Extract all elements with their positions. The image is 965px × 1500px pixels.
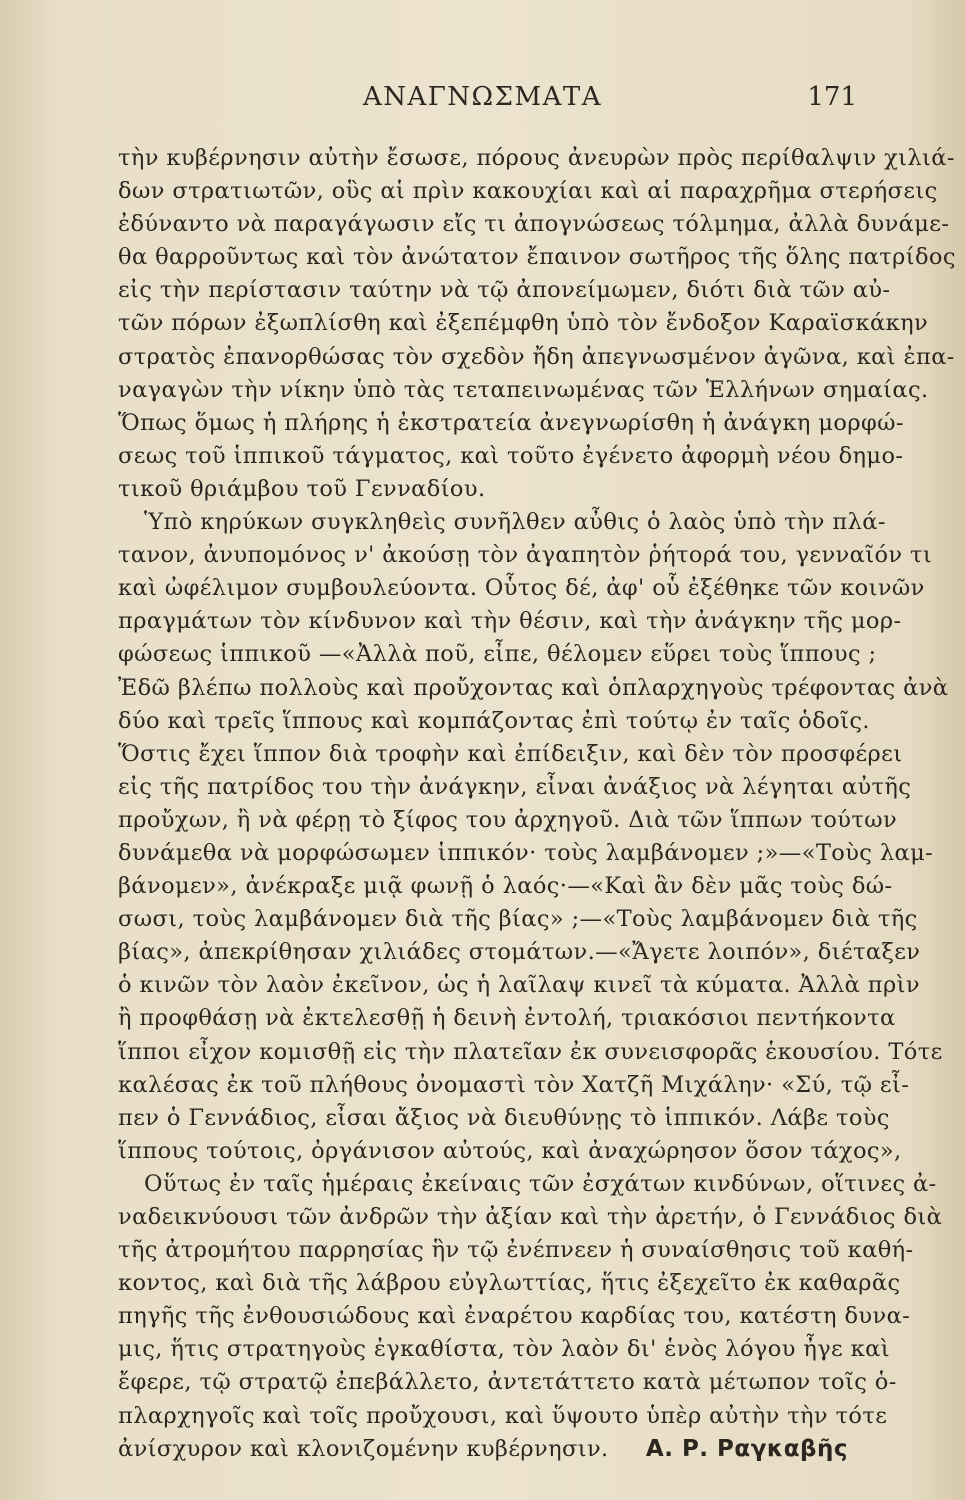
text-line: σεως τοῦ ἱππικοῦ τάγματος, καὶ τοῦτο ἐγένετο ἀφορμὴ νέου δημο- bbox=[118, 442, 904, 469]
text-line: ἢ προφθάσῃ νὰ ἐκτελεσθῇ ἡ δεινὴ ἐντολή, τριακόσιοι πεντήκοντα bbox=[118, 1005, 896, 1032]
text-line: ἐδύναντο νὰ παραγάγωσιν εἴς τι ἀπογνώσεως τόλμημα, ἀλλὰ δυνάμε- bbox=[118, 211, 950, 238]
text-line: ναδεικνύουσι τῶν ἀνδρῶν τὴν ἀξίαν καὶ τὴν ἀρετήν, ὁ Γεννάδιος διὰ bbox=[118, 1204, 943, 1230]
text-line: ἵπποι εἶχον κομισθῇ εἰς τὴν πλατεῖαν ἐκ συνεισφορᾶς ἑκουσίου. Τότε bbox=[118, 1038, 943, 1065]
text-line: δυνάμεθα νὰ μορφώσωμεν ἱππικόν· τοὺς λαμβάνομεν ;»—«Τοὺς λαμ- bbox=[118, 839, 934, 866]
text-line: εἰς τὴν περίστασιν ταύτην νὰ τῷ ἀπονείμωμεν, διότι διὰ τῶν αὐ- bbox=[118, 277, 891, 304]
running-title: ΑΝΑΓΝΩΣΜΑΤΑ bbox=[362, 82, 603, 112]
text-line: προὔχων, ἢ νὰ φέρῃ τὸ ξίφος του ἀρχηγοῦ. Διὰ τῶν ἵππων τούτων bbox=[118, 806, 898, 833]
text-line: δων στρατιωτῶν, οὓς αἱ πρὶν κακουχίαι καὶ αἱ παραχρῆμα στερήσεις bbox=[118, 178, 938, 205]
text-line: ἵππους τούτοις, ὀργάνισον αὐτούς, καὶ ἀναχώρησον ὅσον τάχος», bbox=[118, 1137, 902, 1164]
text-line: Οὕτως ἐν ταῖς ἡμέραις ἐκείναις τῶν ἐσχάτων κινδύνων, οἵτινες ἀ- bbox=[144, 1170, 937, 1197]
text-line: μις, ἥτις στρατηγοὺς ἐγκαθίστα, τὸν λαὸν δι' ἑνὸς λόγου ἦγε καὶ bbox=[118, 1336, 890, 1363]
text-line: στρατὸς ἐπανορθώσας τὸν σχεδὸν ἤδη ἀπεγνωσμένον ἀγῶνα, καὶ ἐπα- bbox=[118, 343, 955, 370]
text-line: Ὑπὸ κηρύκων συγκληθεὶς συνῆλθεν αὖθις ὁ λαὸς ὑπὸ τὴν πλά- bbox=[144, 509, 886, 536]
text-line: κοντος, καὶ διὰ τῆς λάβρου εὐγλωττίας, ἥτις ἐξεχεῖτο ἐκ καθαρᾶς bbox=[118, 1270, 901, 1297]
text-line: τὴν κυβέρνησιν αὐτὴν ἔσωσε, πόρους ἀνευρὼν πρὸς περίθαλψιν χιλιά- bbox=[118, 145, 955, 171]
text-line: καὶ ὠφέλιμον συμβουλεύοντα. Οὗτος δέ, ἀφ' οὗ ἐξέθηκε τῶν κοινῶν bbox=[118, 575, 925, 602]
text-line: τῆς ἀτρομήτου παρρησίας ἣν τῷ ἐνέπνεεν ἡ συναίσθησις τοῦ καθή- bbox=[118, 1237, 914, 1264]
text-line: πλαρχηγοῖς καὶ τοῖς προὔχουσι, καὶ ὕψουτο ὑπὲρ αὐτὴν τὴν τότε bbox=[118, 1402, 888, 1429]
text-line: εἰς τῆς πατρίδος του τὴν ἀνάγκην, εἶναι ἀνάξιος νὰ λέγηται αὐτῆς bbox=[118, 773, 912, 800]
text-line: πραγμάτων τὸν κίνδυνον καὶ τὴν θέσιν, καὶ τὴν ἀνάγκην τῆς μορ- bbox=[118, 608, 902, 635]
author-signature: Α. Ρ. Ραγκαβῆς bbox=[645, 1435, 848, 1462]
body-text bbox=[118, 142, 956, 1466]
text-line: καλέσας ἐκ τοῦ πλήθους ὀνομαστὶ τὸν Χατζῆ Μιχάλην· «Σύ, τῷ εἶ- bbox=[118, 1071, 910, 1098]
text-line: βάνομεν», ἀνέκραξε μιᾷ φωνῇ ὁ λαός·—«Καὶ ἂν δὲν μᾶς τοὺς δώ- bbox=[118, 873, 893, 900]
text-line: βίας», ἀπεκρίθησαν χιλιάδες στομάτων.—«Ἄγετε λοιπόν», διέταξεν bbox=[118, 939, 921, 966]
text-line: τανον, ἀνυπομόνος ν' ἀκούσῃ τὸν ἀγαπητὸν ῥήτορά του, γενναῖόν τι bbox=[118, 542, 933, 569]
text-line: Ἐδῶ βλέπω πολλοὺς καὶ προὔχοντας καὶ ὁπλαρχηγοὺς τρέφοντας ἀνὰ bbox=[118, 674, 949, 701]
text-line: φώσεως ἱππικοῦ —«Ἀλλὰ ποῦ, εἶπε, θέλομεν εὕρει τοὺς ἵππους ; bbox=[118, 641, 877, 668]
text-line: τῶν πόρων ἐξωπλίσθη καὶ ἐξεπέμφθη ὑπὸ τὸν ἔνδοξον Καραϊσκάκην bbox=[118, 310, 929, 337]
text-line: πεν ὁ Γεννάδιος, εἶσαι ἄξιος νὰ διευθύνῃς τὸ ἱππικόν. Λάβε τοὺς bbox=[118, 1104, 890, 1131]
closing-line bbox=[118, 1433, 858, 1466]
page-number: 171 bbox=[807, 82, 857, 112]
page-header bbox=[0, 82, 965, 122]
text-line: Ὅπως ὅμως ἡ πλήρης ἡ ἐκστρατεία ἀνεγνωρίσθη ἡ ἀνάγκη μορφώ- bbox=[118, 409, 904, 436]
text-line: πηγῆς τῆς ἐνθουσιώδους καὶ ἐναρέτου καρδίας του, κατέστη δυνα- bbox=[118, 1303, 911, 1330]
text-line: Ὅστις ἔχει ἵππον διὰ τροφὴν καὶ ἐπίδειξιν, καὶ δὲν τὸν προσφέρει bbox=[118, 740, 903, 767]
text-line: ὁ κινῶν τὸν λαὸν ἐκεῖνον, ὡς ἡ λαῖλαψ κινεῖ τὰ κύματα. Ἀλλὰ πρὶν bbox=[118, 972, 920, 999]
text-line: τικοῦ θριάμβου τοῦ Γενναδίου. bbox=[118, 475, 486, 502]
text-line: δύο καὶ τρεῖς ἵππους καὶ κομπάζοντας ἐπὶ τούτῳ ἐν ταῖς ὁδοῖς. bbox=[118, 707, 870, 734]
text-line: ἀνίσχυρον καὶ κλονιζομένην κυβέρνησιν. bbox=[118, 1435, 609, 1462]
text-line: θα θαρροῦντως καὶ τὸν ἀνώτατον ἔπαινον σωτῆρος τῆς ὅλης πατρίδος bbox=[118, 244, 956, 271]
text-line: σωσι, τοὺς λαμβάνομεν διὰ τῆς βίας» ;—«Τοὺς λαμβάνομεν διὰ τῆς bbox=[118, 906, 918, 933]
text-line: ναγαγὼν τὴν νίκην ὑπὸ τὰς τεταπεινωμένας τῶν Ἑλλήνων σημαίας. bbox=[118, 376, 929, 403]
text-line: ἔφερε, τῷ στρατῷ ἐπεβάλλετο, ἀντετάττετο κατὰ μέτωπον τοῖς ὁ- bbox=[118, 1369, 897, 1396]
